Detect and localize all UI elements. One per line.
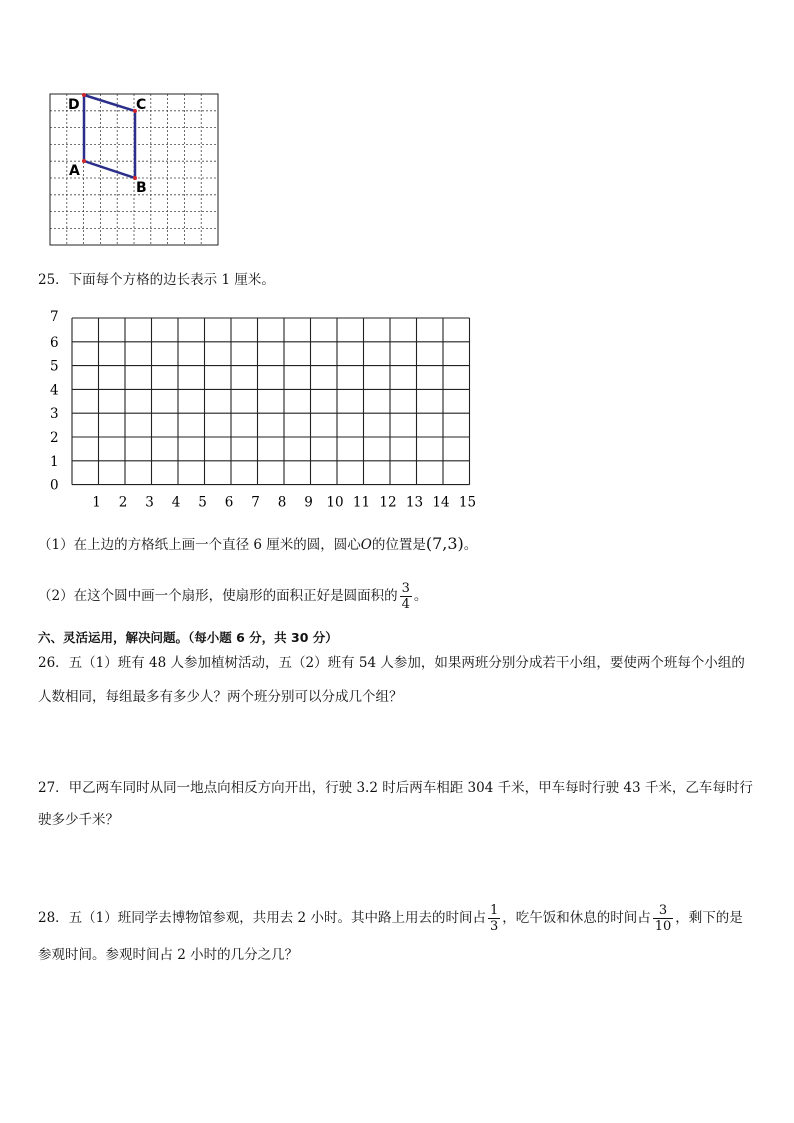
x-axis-label: 10 — [326, 494, 344, 510]
center-coordinate: (7,3) — [425, 534, 464, 553]
question-26-line-2: 人数相同，每组最多有多少人？两个班分别可以分成几个组？ — [38, 689, 403, 705]
y-axis-labels — [50, 309, 59, 494]
section-6-heading: 六、灵活运用，解决问题。（每小题 6 分，共 30 分） — [38, 630, 338, 645]
question-27-line-2: 驶多少千米？ — [38, 812, 119, 828]
x-axis-label: 9 — [304, 494, 313, 510]
point-label-d: D — [68, 97, 80, 113]
fraction-denominator: 4 — [401, 597, 410, 612]
fraction-one-third — [488, 903, 500, 934]
fraction-numerator: 3 — [653, 903, 674, 919]
question-28-line-1 — [38, 898, 743, 938]
fraction-numerator: 3 — [401, 581, 410, 596]
q28-text-c: ，剩下的是 — [675, 910, 743, 926]
y-axis-label: 5 — [50, 358, 59, 375]
point-label-a: A — [69, 163, 80, 179]
x-axis-label: 13 — [405, 494, 424, 510]
y-axis-label: 3 — [50, 406, 59, 423]
x-axis-label: 14 — [432, 494, 450, 510]
fraction-denominator: 3 — [489, 919, 499, 934]
part1-prefix: （1）在上边的方格纸上画一个直径 6 厘米的圆，圆心 — [38, 537, 361, 553]
point-label-b: B — [136, 180, 147, 196]
fraction-three-quarters — [400, 581, 412, 612]
coordinate-grid-lines — [72, 318, 470, 485]
q28-text-a: 28．五（1）班同学去博物馆参观，共用去 2 小时。其中路上用去的时间占 — [38, 910, 486, 926]
y-axis-label: 2 — [50, 430, 59, 446]
point-a-dot — [82, 159, 86, 163]
part2-suffix: 。 — [413, 588, 428, 604]
y-axis-label: 4 — [50, 382, 59, 399]
fraction-three-tenths — [653, 903, 674, 934]
point-d-dot — [82, 93, 86, 97]
parallelogram-grid-figure — [48, 92, 220, 248]
x-axis-label: 3 — [145, 494, 154, 510]
question-28-line-2: 参观时间。参观时间占 2 小时的几分之几？ — [38, 947, 299, 963]
part2-prefix: （2）在这个圆中画一个扇形，使扇形的面积正好是圆面积的 — [38, 588, 398, 604]
center-variable-o: O — [360, 537, 372, 553]
x-axis-labels — [92, 495, 476, 510]
x-axis-label: 4 — [171, 494, 181, 510]
y-axis-label: 7 — [50, 309, 59, 325]
x-axis-label: 7 — [251, 494, 260, 510]
x-axis-label: 11 — [352, 494, 371, 510]
question-27-line-1: 27．甲乙两车同时从同一地点向相反方向开出，行驶 3.2 时后两车相距 304 千米，甲车每时行驶 43 千米，乙车每时行 — [38, 780, 753, 796]
x-axis-label: 2 — [118, 494, 128, 510]
x-axis-label: 15 — [458, 494, 477, 510]
question-25-part-1 — [38, 535, 477, 554]
question-26-line-1: 26．五（1）班有 48 人参加植树活动，五（2）班有 54 人参加，如果两班分别分成若干小组，要使两个班每个小组的 — [38, 655, 745, 671]
parallelogram-abcd — [84, 95, 135, 178]
q28-text-b: ，吃午饭和休息的时间占 — [502, 910, 651, 926]
part1-suffix: 。 — [463, 537, 478, 553]
fraction-numerator: 1 — [489, 903, 499, 918]
x-axis-label: 12 — [379, 494, 397, 510]
part1-mid: 的位置是 — [371, 537, 426, 553]
x-axis-label: 5 — [198, 494, 207, 510]
x-axis-label: 8 — [277, 494, 287, 510]
question-25-text: 25．下面每个方格的边长表示 1 厘米。 — [38, 272, 275, 288]
point-label-c: C — [136, 97, 147, 113]
x-axis-label: 6 — [224, 494, 234, 510]
y-axis-label: 1 — [50, 453, 59, 470]
x-axis-label: 1 — [92, 494, 101, 510]
fraction-denominator: 10 — [654, 919, 672, 934]
coordinate-grid — [40, 305, 490, 510]
y-axis-label: 0 — [50, 477, 59, 494]
question-25-part-2 — [38, 576, 427, 616]
y-axis-label: 6 — [50, 334, 59, 351]
